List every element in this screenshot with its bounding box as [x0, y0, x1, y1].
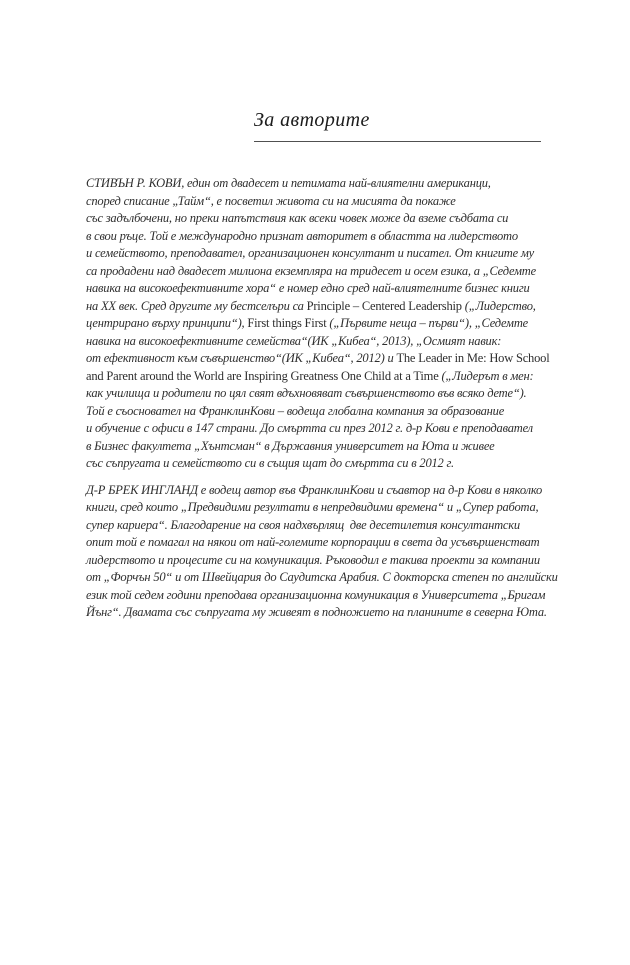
text-line: със съпругата и семейството си в същия щат до смъртта си в 2012 г.	[86, 456, 454, 470]
text-line: и обучение с офиси в 147 страни. До смъртта си през 2012 г. д-р Кови е преподавател	[86, 421, 533, 435]
text-line: книги, сред които „Предвидими резултати в непредвидими времена“ и „Супер работа,	[86, 500, 539, 514]
text-line: супер кариера“. Благодарение на своя надхвърлящ две десетилетия консултантски	[86, 517, 520, 532]
text-line: and Parent around the World are Inspiring Greatness One Child at a Time („Лидерът в мен:	[86, 368, 534, 383]
text-line: са продадени над двадесет милиона екземпляра на тридесет и осем езика, а „Седемте	[86, 263, 536, 278]
text-line: в Бизнес факултета „Хънтсман“ в Държавния университет на Юта и живее	[86, 438, 495, 453]
text-line: навика на високоефективните семейства“(ИК „Кибеа“, 2013), „Осмият навик:	[86, 333, 502, 348]
text-line: опит той е помагал на някои от най-големите корпорации в света да усъвършенстват	[86, 535, 540, 549]
paragraph-author-breck-england	[86, 482, 566, 622]
text-line: и семейството, преподавател, организационен консултант и писател. От книгите му	[86, 246, 535, 260]
page-body	[86, 175, 566, 622]
text-line: как училища и родители по цял свят вдъхновяват съвършенството във всяко дете“).	[86, 386, 527, 400]
text-line: според списание „Тайм“, е посветил живота си на мисията да покаже	[86, 193, 456, 208]
page-title: За авторите	[254, 109, 370, 131]
text-line: лидерството и процесите си на комуникация. Ръководил е такива проекти за компании	[86, 552, 540, 567]
text-line: Той е съосновател на ФранклинКови – водеща глобална компания за образование	[86, 403, 505, 418]
text-line: на ХХ век. Сред другите му бестселъри са Principle – Centered Leadership („Лидерство,	[86, 298, 536, 313]
text-line: в свои ръце. Той е международно признат авторитет в областта на лидерството	[86, 228, 518, 243]
text-line: СТИВЪН Р. КОВИ, един от двадесет и петимата най-влиятелни американци,	[86, 176, 491, 190]
text-line: Йънг“. Двамата със съпругата му живеят в подножието на планините в северна Юта.	[86, 605, 547, 619]
text-line: език той седем години преподава организационна комуникация в Университета „Бригам	[86, 587, 546, 602]
text-line: от ефективност към съвършенство“(ИК „Кибеа“, 2012) и The Leader in Me: How School	[86, 351, 550, 365]
text-line: от „Форчън 50“ и от Швейцария до Саудитска Арабия. С докторска степен по английски	[86, 570, 558, 584]
heading-rule	[254, 141, 541, 142]
text-line: навика на високоефективните хора“ е номер едно сред най-влиятелните бизнес книги	[86, 281, 530, 295]
text-line: със задълбочени, но преки напътствия как всеки човек може да вземе съдбата си	[86, 211, 509, 225]
paragraph-author-stephen-covey	[86, 175, 566, 473]
text-line: центрирано върху принципи“), First things First („Първите неща – първи“), „Седемте	[86, 316, 529, 330]
text-line: Д-Р БРЕК ИНГЛАНД е водещ автор във ФранклинКови и съавтор на д-р Кови в няколко	[86, 482, 543, 497]
